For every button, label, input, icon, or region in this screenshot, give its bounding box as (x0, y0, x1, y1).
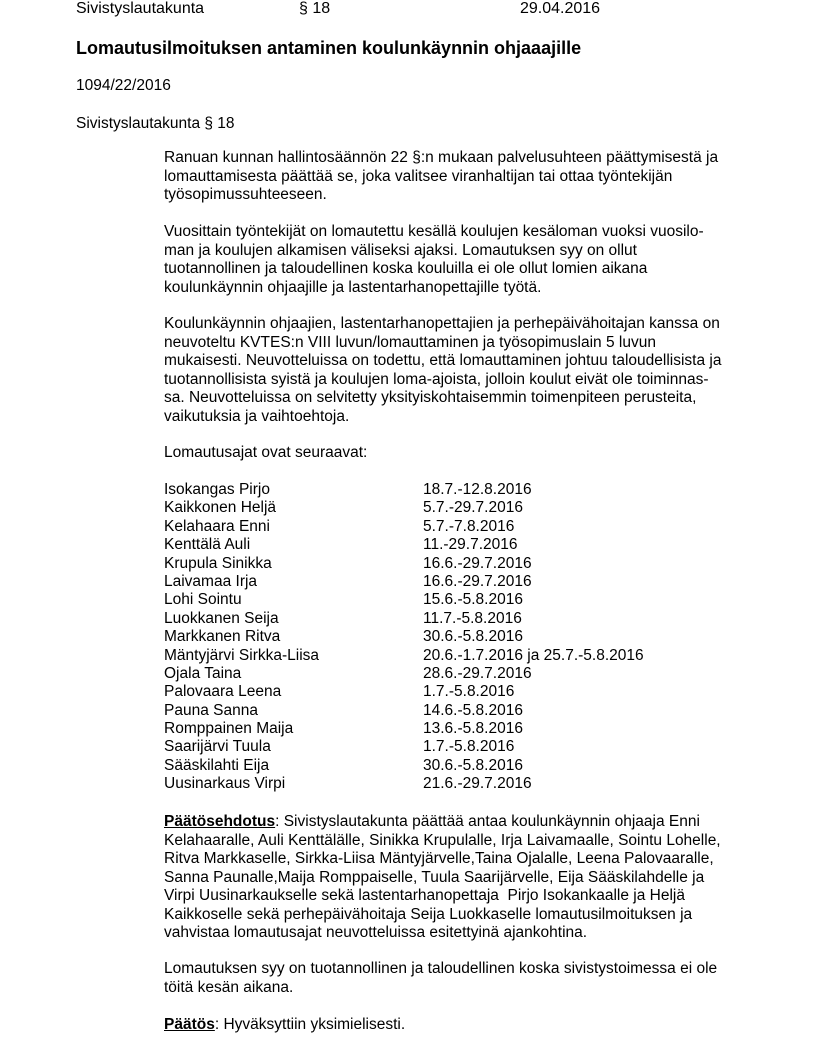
paragraph-negotiations (164, 315, 721, 426)
layoff-period: 5.7.-29.7.2016 (423, 499, 523, 517)
layoff-period: 14.6.-5.8.2016 (423, 701, 523, 719)
header-section: § 18 (299, 0, 331, 17)
text-line: Vuosittain työntekijät on lomautettu kesällä koulujen kesäloman vuoksi vuosilo- (164, 223, 704, 240)
text-line: Koulunkäynnin ohjaajien, lastentarhanopettajien ja perhepäivähoitajan kanssa on (164, 315, 720, 332)
layoff-period: 16.6.-29.7.2016 (423, 554, 532, 572)
decision-label: Päätös (164, 1016, 215, 1033)
layoff-reason (164, 960, 717, 997)
text-line: Sanna Paunalle,Maija Romppaiselle, Tuula Saarijärvelle, Eija Sääskilahdelle ja (164, 868, 705, 886)
text-line: tuotannollinen ja taloudellinen koska kouluilla ei ole ollut lomien aikana (164, 260, 648, 277)
text-line: vahvistaa lomautusajat neuvotteluissa esitettyinä ajankohtina. (164, 924, 588, 941)
employee-name: Kenttälä Auli (164, 536, 251, 554)
employee-name: Mäntyjärvi Sirkka-Liisa (164, 646, 320, 664)
case-number: 1094/22/2016 (76, 77, 171, 94)
layoff-period: 15.6.-5.8.2016 (423, 591, 523, 609)
text-line: sa. Neuvotteluissa on selvitetty yksityiskohtaisemmin toimenpiteen perusteita, (164, 389, 697, 406)
layoff-periods-intro: Lomautusajat ovat seuraavat: (164, 444, 368, 461)
section-reference: Sivistyslautakunta § 18 (76, 115, 235, 132)
proposal-text: : Sivistyslautakunta päättää antaa koulunkäynnin ohjaaja Enni (275, 813, 700, 830)
layoff-period: 20.6.-1.7.2016 ja 25.7.-5.8.2016 (423, 646, 644, 664)
decision-text: : Hyväksyttiin yksimielisesti. (214, 1016, 406, 1033)
text-line: töitä kesän aikana. (164, 978, 294, 996)
employee-name: Saarijärvi Tuula (164, 738, 271, 756)
employee-name: Ojala Taina (164, 664, 242, 682)
text-line (164, 813, 721, 832)
employee-name: Isokangas Pirjo (164, 481, 270, 498)
layoff-period: 18.7.-12.8.2016 (423, 481, 532, 498)
employee-name: Lohi Sointu (164, 591, 242, 609)
layoff-period: 28.6.-29.7.2016 (423, 664, 532, 682)
employee-name: Sääskilahti Eija (164, 756, 270, 774)
text-line: Virpi Uusinarkaukselle sekä lastentarhanopettaja Pirjo Isokankaalle ja Heljä (164, 887, 685, 904)
employee-name: Pauna Sanna (164, 701, 258, 719)
text-line: neuvoteltu KVTES:n VIII luvun/lomauttaminen ja työsopimuslain 5 luvun (164, 333, 656, 351)
text-line: Kaikkoselle sekä perhepäivähoitaja Seija Luokkaselle lomautusilmoituksen ja (164, 905, 693, 923)
text-line: vaikutuksia ja vaihtoehtoja. (164, 407, 350, 425)
text-line (164, 1016, 405, 1035)
employee-name: Kaikkonen Heljä (164, 499, 277, 517)
paragraph-authority (164, 149, 718, 205)
employee-name: Krupula Sinikka (164, 554, 272, 572)
layoff-period: 11.7.-5.8.2016 (423, 609, 522, 627)
header-date: 29.04.2016 (520, 0, 601, 17)
text-line: työsopimussuhteeseen. (164, 186, 327, 203)
text-line: Kelahaaralle, Auli Kenttälälle, Sinikka Krupulalle, Irja Laivamaalle, Sointu Lohelle, (164, 831, 721, 849)
employee-name: Markkanen Ritva (164, 628, 281, 646)
layoff-period: 30.6.-5.8.2016 (423, 628, 523, 646)
header-committee: Sivistyslautakunta (76, 0, 205, 17)
decision (164, 1016, 405, 1035)
proposal-label: Päätösehdotus (164, 813, 276, 830)
layoff-period: 13.6.-5.8.2016 (423, 720, 523, 738)
text-line: Ritva Markkaselle, Sirkka-Liisa Mäntyjärvelle,Taina Ojalalle, Leena Palovaaralle, (164, 850, 714, 867)
text-line: Ranuan kunnan hallintosäännön 22 §:n mukaan palvelusuhteen päättymisestä ja (164, 149, 719, 166)
document-title: Lomautusilmoituksen antaminen koulunkäynnin ohjaaajille (76, 38, 582, 58)
text-line: man ja koulujen alkamisen väliseksi ajaksi. Lomautuksen syy on ollut (164, 241, 637, 259)
decision-proposal (164, 813, 721, 943)
layoff-period: 30.6.-5.8.2016 (423, 756, 523, 774)
layoff-period: 16.6.-29.7.2016 (423, 572, 532, 590)
layoff-period: 21.6.-29.7.2016 (423, 775, 532, 793)
layoff-period: 5.7.-7.8.2016 (423, 517, 515, 535)
text-line: koulunkäynnin ohjaajille ja lastentarhanopettajille työtä. (164, 278, 542, 296)
text-line: mukaisesti. Neuvotteluissa on todettu, että lomauttaminen johtuu taloudellisista ja (164, 352, 722, 369)
layoff-period: 1.7.-5.8.2016 (423, 738, 515, 756)
layoff-period: 1.7.-5.8.2016 (423, 683, 515, 701)
paragraph-background (164, 223, 704, 297)
employee-name: Laivamaa Irja (164, 572, 258, 590)
employee-name: Luokkanen Seija (164, 609, 279, 627)
employee-name: Uusinarkaus Virpi (164, 775, 286, 793)
employee-name: Kelahaara Enni (164, 517, 270, 535)
layoff-period: 11.-29.7.2016 (423, 536, 518, 554)
text-line: Lomautuksen syy on tuotannollinen ja taloudellinen koska sivistystoimessa ei ole (164, 960, 718, 977)
text-line: lomauttamisesta päättää se, joka valitsee viranhaltijan tai ottaa työntekijän (164, 167, 673, 185)
text-line: tuotannollisista syistä ja koulujen loma-ajoista, jolloin koulut eivät ole toiminnas- (164, 370, 709, 388)
employee-name: Palovaara Leena (164, 683, 282, 701)
employee-name: Romppainen Maija (164, 720, 294, 738)
